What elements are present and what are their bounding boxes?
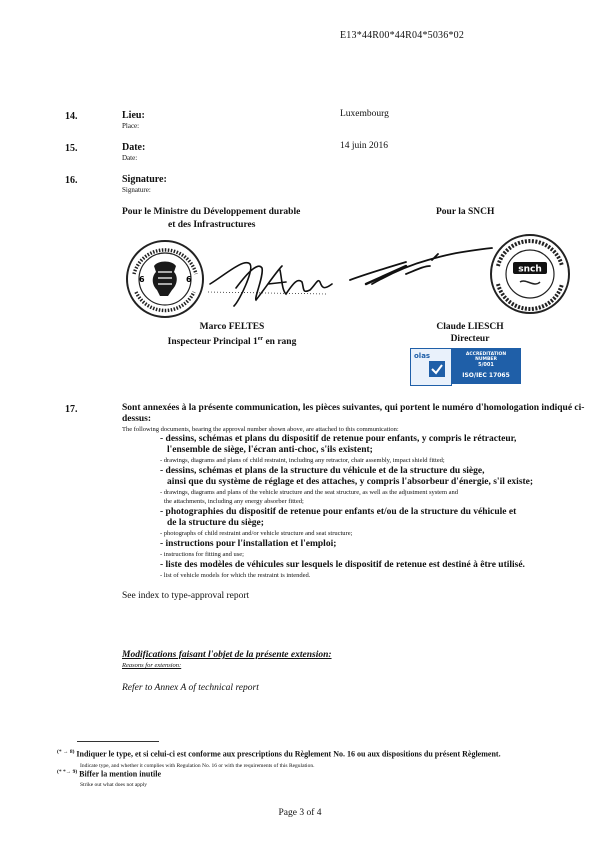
field-label-date-fr: Date: — [122, 142, 146, 153]
field-number-place: 14. — [65, 111, 78, 122]
page-number: Page 3 of 4 — [278, 808, 322, 818]
annex-item: - instructions pour l'installation et l'emploi; - instructions for fitting and use; — [160, 539, 337, 558]
annex-heading-en: The following documents, bearing the approval number shown above, are attached to this communication: — [122, 426, 399, 433]
field-label-place-en: Place: — [122, 122, 140, 130]
field-label-date-en: Date: — [122, 154, 138, 162]
footnote-2-en: Strike out what does not apply — [80, 782, 148, 788]
field-label-signature-en: Signature: — [122, 186, 151, 194]
right-signatory — [420, 321, 520, 345]
left-caption-line2: et des Infrastructures — [168, 220, 256, 230]
field-label-place-fr: Lieu: — [122, 110, 145, 121]
annex-item: - dessins, schémas et plans du dispositif de retenue pour enfants, y compris le rétracteur, l'ensemble de siège, l'écran anti-choc, s'ils existent; - drawings, diagrams and plans of child restraint, including any retractor, chair assembly, impact shield fitted; — [160, 434, 517, 464]
left-signatory-name: Marco FELTES — [199, 322, 265, 332]
annex-list-section — [122, 403, 592, 581]
field-value-place: Luxembourg — [340, 109, 389, 119]
field-label-signature-fr: Signature: — [122, 174, 167, 185]
annex-item: - liste des modèles de véhicules sur lesquels le dispositif de retenue est destiné à être utilisé. - list of vehicle models for which the restraint is intended. — [160, 560, 525, 579]
field-value-date: 14 juin 2016 — [340, 141, 389, 151]
annex-item: - photographies du dispositif de retenue pour enfants et/ou de la structure du véhicule et de la structure du siège; - photographs of child restraint and/or vehicle structure and seat structure; — [160, 507, 517, 537]
left-caption-line1: Pour le Ministre du Développement durable — [122, 207, 301, 217]
liesch-signature — [346, 240, 496, 290]
right-signatory-title: Directeur — [450, 334, 490, 344]
left-signatory-caption — [122, 206, 300, 232]
feltes-signature — [206, 244, 336, 314]
see-index-note: See index to type-approval report — [122, 591, 250, 601]
field-number-signature: 16. — [65, 175, 78, 186]
modifications-subheading: Reasons for extension: — [122, 662, 182, 669]
ministry-seal-stamp — [124, 238, 206, 320]
left-signatory — [122, 321, 342, 348]
olas-logo: olas — [410, 348, 452, 386]
document-id: E13*44R00*44R04*5036*02 — [340, 30, 465, 41]
footnote-1-en: Indicate type, and whether it complies with Regulation No. 16 or with the requirements of this Regulation. — [80, 763, 315, 769]
snch-seal-stamp — [488, 232, 572, 316]
footnote-2: $^{(* *\to 9)}$ Biffer la mention inutile — [57, 769, 162, 779]
svg-text:6: 6 — [139, 275, 145, 284]
checkmark-icon — [431, 363, 443, 375]
field-label-signature — [122, 174, 167, 196]
svg-text:snch: snch — [518, 264, 542, 275]
footnote-1: $^{(* \to 8)}$ Indiquer le type, et si celui-ci est conforme aux prescriptions du Règlement No. 16 ou aux dispositions du présent Règlement. — [57, 749, 501, 759]
right-signatory-name: Claude LIESCH — [436, 322, 504, 332]
left-signatory-title: Inspecteur Principal 1er en rang — [167, 336, 297, 348]
section-17-number: 17. — [65, 404, 78, 415]
right-signatory-caption: Pour la SNCH — [436, 207, 495, 217]
modifications-heading: Modifications faisant l'objet de la présente extension: — [122, 650, 332, 660]
field-number-date: 15. — [65, 143, 78, 154]
accreditation-badge: ACCREDITATION NUMBER 5/001 ISO/IEC 17065 — [451, 348, 521, 384]
field-label-date — [122, 142, 145, 164]
annex-item: - dessins, schémas et plans de la structure du véhicule et de la structure du siège, ainsi que du système de réglage et des attaches, y compris l'absorbeur d'énergie, s'il existe; - drawings, diagrams and plans of the vehicle structure and the seat structure, as well as the adjustment system and the attachments, including any energy absorber fitted; — [160, 466, 534, 505]
footnote-divider — [77, 741, 159, 742]
modifications-value: Refer to Annex A of technical report — [122, 683, 259, 693]
svg-text:6: 6 — [186, 275, 192, 284]
annex-heading: Sont annexées à la présente communication, les pièces suivantes, qui portent le numéro d'homologation indiqué ci-dessus: — [122, 403, 585, 424]
field-label-place — [122, 110, 145, 132]
